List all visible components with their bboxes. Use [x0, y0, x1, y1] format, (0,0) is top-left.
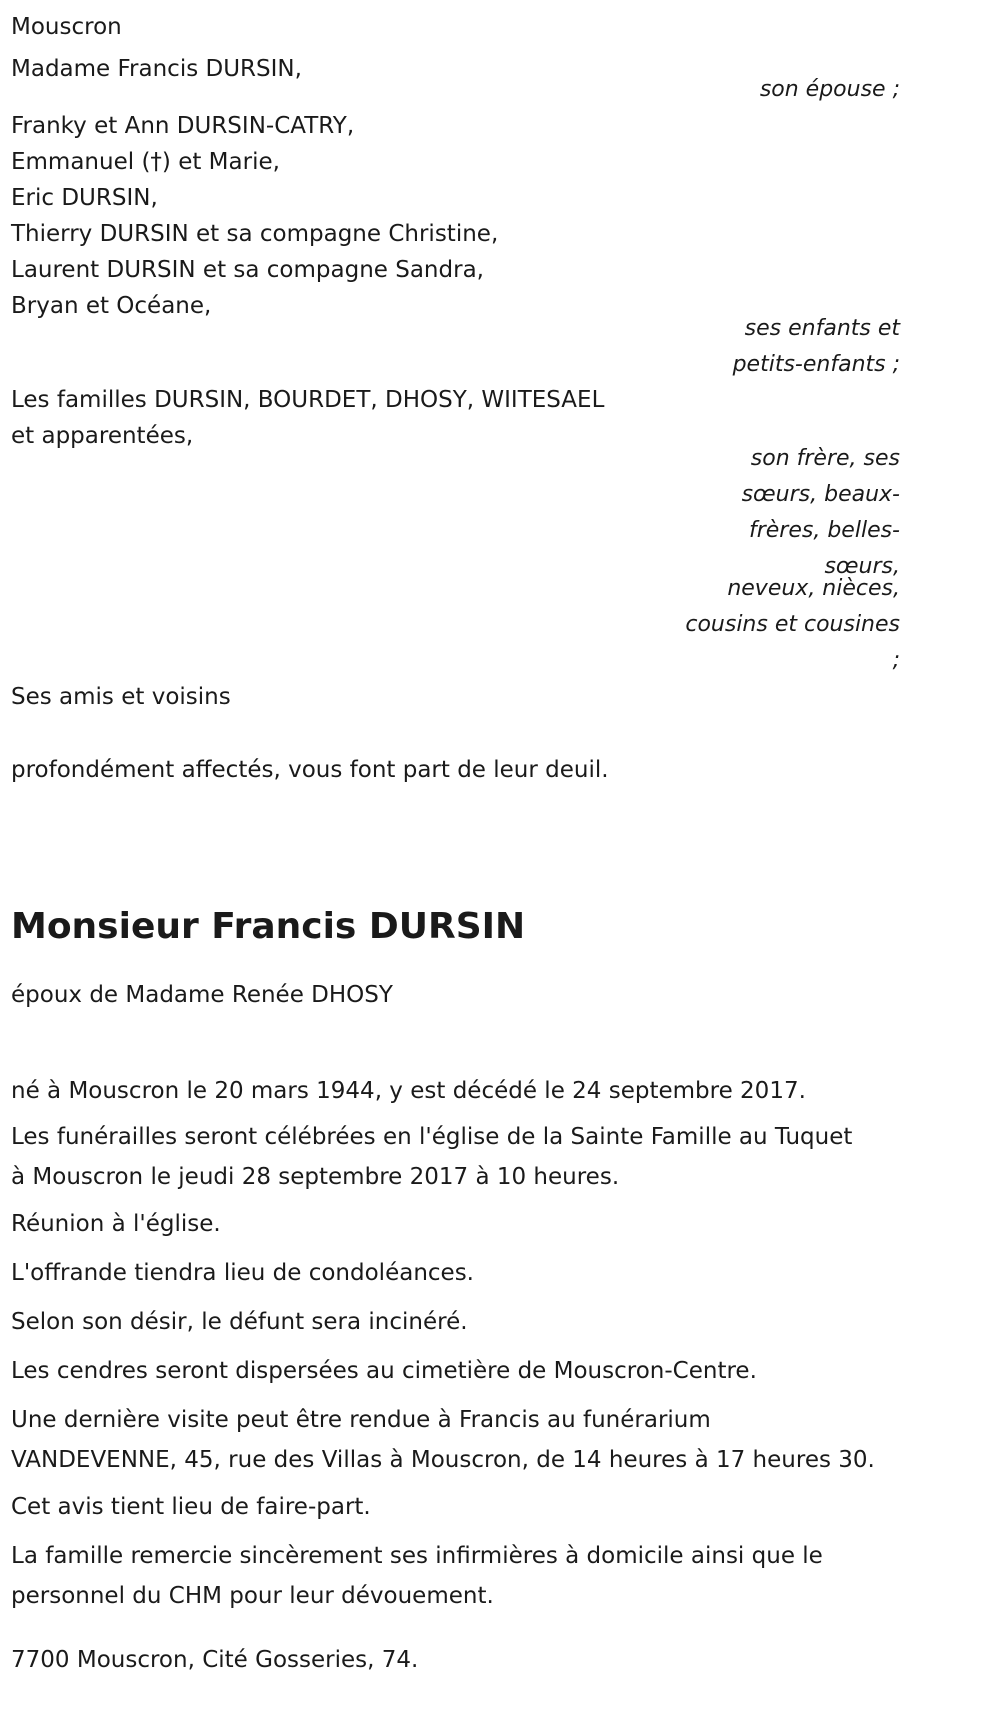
visit-line: VANDEVENNE, 45, rue des Villas à Mouscron, de 14 heures à 17 heures 30. — [11, 1447, 875, 1473]
children-line: Franky et Ann DURSIN-CATRY, — [11, 113, 355, 139]
city-heading: Mouscron — [11, 14, 122, 40]
meeting-line: Réunion à l'église. — [11, 1211, 221, 1237]
deceased-name: Monsieur Francis DURSIN — [11, 906, 526, 947]
funeral-line: à Mouscron le jeudi 28 septembre 2017 à 10 heures. — [11, 1164, 620, 1190]
families-role-line: cousins et cousines — [685, 612, 900, 637]
birth-death-line: né à Mouscron le 20 mars 1944, y est décédé le 24 septembre 2017. — [11, 1078, 806, 1104]
children-line: Emmanuel (†) et Marie, — [11, 149, 280, 175]
children-line: Eric DURSIN, — [11, 185, 158, 211]
visit-line: Une dernière visite peut être rendue à Francis au funérarium — [11, 1407, 711, 1433]
children-line: Thierry DURSIN et sa compagne Christine, — [11, 221, 499, 247]
families-role-line: ; — [892, 648, 900, 673]
families-role-line: frères, belles- — [748, 518, 900, 543]
children-line: Laurent DURSIN et sa compagne Sandra, — [11, 257, 484, 283]
details-block — [11, 1071, 996, 1616]
ashes-line: Les cendres seront dispersées au cimetière de Mouscron-Centre. — [11, 1358, 757, 1384]
families-role-line: sœurs, beaux- — [741, 482, 900, 507]
children-line: Bryan et Océane, — [11, 293, 212, 319]
deceased-relation: époux de Madame Renée DHOSY — [11, 982, 393, 1008]
announcement-line: profondément affectés, vous font part de leur deuil. — [11, 757, 609, 783]
children-role-line: ses enfants et — [744, 316, 900, 341]
children-role-line: petits-enfants ; — [732, 352, 900, 377]
friends-line: Ses amis et voisins — [11, 684, 231, 710]
thanks-line: personnel du CHM pour leur dévouement. — [11, 1583, 494, 1609]
families-line: et apparentées, — [11, 423, 194, 449]
spouse-role: son épouse ; — [759, 77, 900, 102]
families-role-line: sœurs, — [824, 554, 900, 579]
spouse-name: Madame Francis DURSIN, — [11, 56, 302, 82]
notice-line: Cet avis tient lieu de faire-part. — [11, 1494, 371, 1520]
address-line: 7700 Mouscron, Cité Gosseries, 74. — [11, 1647, 419, 1673]
funeral-line: Les funérailles seront célébrées en l'église de la Sainte Famille au Tuquet — [11, 1124, 853, 1150]
offering-line: L'offrande tiendra lieu de condoléances. — [11, 1260, 474, 1286]
families-role-line: neveux, nièces, — [727, 576, 900, 601]
families-line: Les familles DURSIN, BOURDET, DHOSY, WIITESAEL — [11, 387, 605, 413]
cremation-line: Selon son désir, le défunt sera incinéré. — [11, 1309, 468, 1335]
thanks-line: La famille remercie sincèrement ses infirmières à domicile ainsi que le — [11, 1543, 823, 1569]
families-role-line: son frère, ses — [750, 446, 900, 471]
